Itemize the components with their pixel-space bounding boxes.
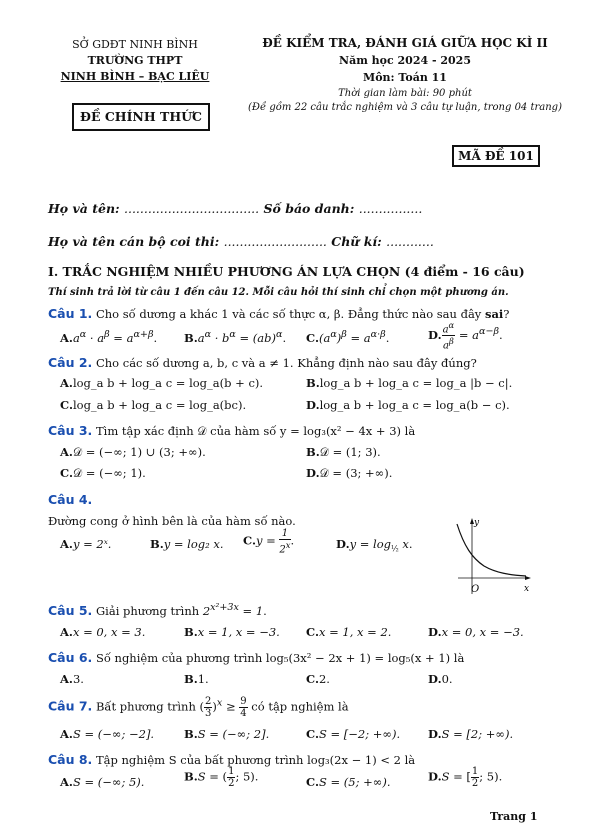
q8-option-d[interactable]: D.S = [ $\frac{1}{2}$ ; 5).	[428, 766, 503, 789]
q7-text-b: có tập nghiệm là	[251, 699, 349, 714]
question-8	[48, 752, 415, 767]
q7-a-text: S = (−∞; −2].	[72, 727, 155, 741]
question-3	[48, 423, 415, 439]
q6-option-b[interactable]: B.1.	[184, 672, 209, 686]
q8-option-b[interactable]: B.S = ( $\frac{1}{2}$ ; 5).	[184, 766, 259, 789]
q4-graph	[454, 516, 534, 598]
supervisor-field-row	[48, 234, 434, 249]
q8-a-text: S = (−∞; 5).	[72, 775, 145, 789]
q2-d-text: log_a b + log_a c = log_a(b − c).	[319, 398, 510, 412]
exam-code-box	[452, 145, 540, 167]
question-4	[48, 492, 92, 507]
header-left	[55, 38, 215, 83]
q8-label: Câu 8.	[48, 752, 93, 767]
question-6	[48, 650, 464, 665]
section-instruction: Thí sinh trả lời từ câu 1 đến câu 12. Mỗi câu hỏi thí sinh chỉ chọn một phương án.	[48, 287, 509, 298]
q2-option-c[interactable]: C.log_a b + log_a c = log_a(bc).	[60, 398, 247, 412]
q6-option-d[interactable]: D.0.	[428, 672, 453, 686]
q3-option-c[interactable]: C.𝒟 = (−∞; 1).	[60, 466, 146, 480]
q6-option-a[interactable]: A.3.	[60, 672, 84, 686]
q3-label: Câu 3.	[48, 423, 93, 438]
supervisor-blank[interactable]: ..........................	[223, 234, 327, 249]
question-2	[48, 355, 477, 370]
q3-option-d[interactable]: D.𝒟 = (3; +∞).	[306, 466, 393, 480]
official-label: ĐỀ CHÍNH THỨC	[80, 109, 202, 124]
q8-option-c[interactable]: C.S = (5; +∞).	[306, 775, 391, 789]
q1-option-c[interactable]: $C.(a^\alpha)^\beta = a^{\alpha\cdot\beta}$.	[306, 329, 390, 345]
q4-option-c[interactable]: C.y = $\frac{1}{2^x}$ .	[243, 528, 295, 556]
sbd-blank[interactable]: ................	[358, 201, 423, 216]
subject: Môn: Toán 11	[363, 71, 447, 84]
exam-code: MÃ ĐỀ 101	[458, 149, 534, 163]
graph-origin-label: O	[471, 584, 480, 595]
q6-label: Câu 6.	[48, 650, 93, 665]
q3-option-b[interactable]: B.𝒟 = (1; 3).	[306, 445, 381, 459]
q4-b-text: y = log₂ x.	[163, 537, 224, 551]
q1-end: ?	[503, 307, 510, 321]
q2-c-text: log_a b + log_a c = log_a(bc).	[72, 398, 247, 412]
graph-curve	[457, 524, 526, 576]
sbd-label: Số báo danh:	[263, 201, 355, 216]
q5-label: Câu 5.	[48, 602, 93, 618]
graph-x-arrow	[525, 576, 531, 580]
q5-c-text: x = 1, x = 2.	[318, 625, 392, 639]
exam-note: (Đề gồm 22 câu trắc nghiệm và 3 câu tự luận, trong 04 trang)	[248, 102, 562, 113]
question-7: Câu 7. Bất phương trình ( $\frac{2}{3}$ )$^x$ ≥ $\frac{9}{4}$ có tập nghiệm là	[48, 696, 349, 719]
q2-a-text: log_a b + log_a c = log_a(b + c).	[72, 376, 264, 390]
q5-option-d[interactable]: D.x = 0, x = −3.	[428, 625, 524, 639]
q2-label: Câu 2.	[48, 355, 93, 370]
q7-option-b[interactable]: B.S = (−∞; 2].	[184, 727, 270, 741]
q1-option-a[interactable]: $A.a^\alpha \cdot a^\beta = a^{\alpha+\beta}$.	[60, 329, 158, 345]
name-label: Họ và tên:	[48, 201, 120, 216]
department: SỞ GDĐT NINH BÌNH	[72, 38, 198, 51]
q5-d-text: x = 0, x = −3.	[441, 625, 524, 639]
question-5: Câu 5. Giải phương trình $2^{x^2+3x} = 1$.	[48, 602, 267, 618]
q5-option-b[interactable]: B.x = 1, x = −3.	[184, 625, 280, 639]
q1-option-d[interactable]: D. $\frac{a^\alpha}{a^\beta}$ = $a^{\alpha-\beta}$.	[428, 320, 503, 352]
name-blank[interactable]: ..................................	[124, 201, 260, 216]
school-year: Năm học 2024 - 2025	[339, 54, 471, 67]
question-1	[48, 306, 509, 321]
sign-label: Chữ kí:	[331, 234, 382, 249]
page-number: Trang 1	[490, 810, 538, 823]
q1-label: Câu 1.	[48, 306, 93, 321]
q4-option-b[interactable]: B.y = log₂ x.	[150, 537, 224, 551]
q7-d-text: S = [2; +∞).	[441, 727, 514, 741]
q8-text: Tập nghiệm S của bất phương trình log₃(2x − 1) < 2 là	[95, 753, 416, 767]
q6-option-c[interactable]: C.2.	[306, 672, 330, 686]
sign-blank[interactable]: ............	[386, 234, 434, 249]
q2-b-text: log_a b + log_a c = log_a |b − c|.	[319, 376, 513, 390]
q5-option-a[interactable]: A.x = 0, x = 3.	[60, 625, 146, 639]
official-badge	[72, 103, 210, 131]
q5-a-text: x = 0, x = 3.	[72, 625, 146, 639]
q3-text: Tìm tập xác định 𝒟 của hàm số y = log₃(x² − 4x + 3) là	[95, 424, 416, 438]
q1-option-b[interactable]: $B.a^\alpha \cdot b^\alpha = (ab)^\alpha$.	[184, 329, 287, 345]
q2-option-a[interactable]: A.log_a b + log_a c = log_a(b + c).	[60, 376, 264, 390]
q7-label: Câu 7.	[48, 698, 93, 714]
q6-text: Số nghiệm của phương trình log₅(3x² − 2x + 1) = log₅(x + 1) là	[95, 651, 465, 665]
q5-b-text: x = 1, x = −3.	[197, 625, 280, 639]
section-title: I. TRẮC NGHIỆM NHIỀU PHƯƠNG ÁN LỰA CHỌN (4 điểm - 16 câu)	[48, 264, 525, 279]
q7-option-a[interactable]: A.S = (−∞; −2].	[60, 727, 155, 741]
q6-c-text: 2.	[318, 672, 330, 686]
school-line2: NINH BÌNH – BẠC LIÊU	[60, 70, 210, 83]
q6-b-text: 1.	[197, 672, 209, 686]
supervisor-label: Họ và tên cán bộ coi thi:	[48, 234, 220, 249]
q3-option-a[interactable]: A.𝒟 = (−∞; 1) ∪ (3; +∞).	[60, 445, 206, 459]
graph-y-label: y	[474, 518, 480, 528]
q3-c-text: 𝒟 = (−∞; 1).	[72, 466, 146, 480]
q2-option-d[interactable]: D.log_a b + log_a c = log_a(b − c).	[306, 398, 510, 412]
q4-text: Đường cong ở hình bên là của hàm số nào.	[48, 514, 296, 528]
q2-option-b[interactable]: B.log_a b + log_a c = log_a |b − c|.	[306, 376, 513, 390]
graph-x-label: x	[524, 584, 530, 594]
q7-option-d[interactable]: D.S = [2; +∞).	[428, 727, 514, 741]
q8-c-text: S = (5; +∞).	[318, 775, 391, 789]
q4-label: Câu 4.	[48, 492, 93, 507]
q7-text-a: Bất phương trình	[95, 699, 196, 714]
header-right	[230, 36, 580, 113]
q1-emph: sai	[484, 307, 504, 321]
school-line1: TRƯỜNG THPT	[87, 54, 183, 67]
q2-text: Cho các số dương a, b, c và a ≠ 1. Khẳng định nào sau đây đúng?	[95, 356, 477, 370]
q6-d-text: 0.	[441, 672, 453, 686]
q7-c-text: S = [−2; +∞).	[318, 727, 401, 741]
q4-a-text: y = 2ˣ.	[72, 537, 112, 551]
q8-option-a[interactable]: A.S = (−∞; 5).	[60, 775, 145, 789]
exam-title: ĐỀ KIỂM TRA, ĐÁNH GIÁ GIỮA HỌC KÌ II	[262, 36, 548, 50]
time-limit: Thời gian làm bài: 90 phút	[338, 88, 472, 99]
q3-b-text: 𝒟 = (1; 3).	[319, 445, 381, 459]
q5-option-c[interactable]: C.x = 1, x = 2.	[306, 625, 392, 639]
q4-option-a[interactable]: A.y = 2ˣ.	[60, 537, 112, 551]
q7-b-text: S = (−∞; 2].	[197, 727, 270, 741]
q6-a-text: 3.	[72, 672, 84, 686]
q7-option-c[interactable]: C.S = [−2; +∞).	[306, 727, 401, 741]
name-field-row	[48, 201, 422, 216]
q3-d-text: 𝒟 = (3; +∞).	[319, 466, 393, 480]
q1-text: Cho số dương a khác 1 và các số thực α, β. Đẳng thức nào sau đây	[95, 307, 482, 321]
q4-option-d[interactable]: $D.y = \log_{\frac{1}{2}} x$.	[336, 537, 413, 554]
q3-a-text: 𝒟 = (−∞; 1) ∪ (3; +∞).	[72, 445, 206, 459]
